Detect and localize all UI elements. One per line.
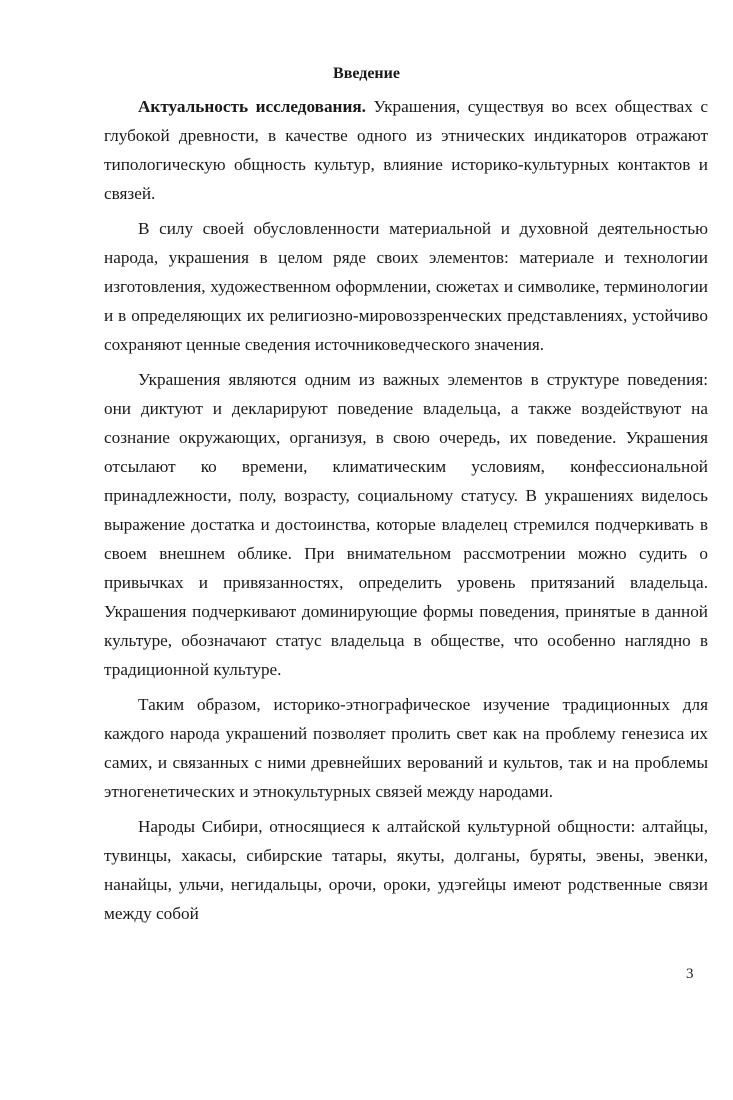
paragraph-text: Народы Сибири, относящиеся к алтайской культурной общности: алтайцы, тувинцы, хакасы, сибирские татары, якуты, долганы, буряты, эвены, эвенки, нанайцы, ульчи, негидальцы, орочи, ороки, удэгейцы имеют родственные связи между собой [104,817,708,923]
page-title: Введение [333,65,400,82]
paragraph-conditionality [104,214,708,359]
paragraph-text: Украшения, существуя во всех обществах с глубокой древности, в качестве одного из этнических индикаторов отражают типологическую общность культур, влияние историко-культурных контактов и связей. [104,97,709,203]
paragraph-text: Таким образом, историко-этнографическое изучение традиционных для каждого народа украшений позволяет пролить свет как на проблему генезиса их самих, и связанных с ними древнейших верований и культов, так и на проблемы этногенетических и этнокультурных связей между народами. [104,695,708,801]
paragraph-conclusion [104,690,708,806]
body-text [104,92,708,934]
page-number: 3 [686,966,694,982]
paragraph-lead: Актуальность исследования. [138,97,366,116]
paragraph-text: Украшения являются одним из важных элементов в структуре поведения: они диктуют и декларируют поведение владельца, а также воздействуют на сознание окружающих, организуя, в свою очередь, их поведение. Украшения отсылают ко времени, климатическим условиям, конфессиональной принадлежности, полу, возрасту, социальному статусу. В украшениях виделось выражение достатка и достоинства, которые владелец стремился подчеркивать в своем внешнем облике. При внимательном рассмотрении можно судить о привычках и привязанностях, определить уровень притязаний владельца. Украшения подчеркивают доминирующие формы поведения, принятые в данной культуре, обозначают статус владельца в обществе, что особенно наглядно в традиционной культуре. [104,370,708,679]
paragraph-text: В силу своей обусловленности материальной и духовной деятельностью народа, украшения в целом ряде своих элементов: материале и технологии изготовления, художественном оформлении, сюжетах и символике, терминологии и в определяющих их религиозно-мировоззренческих представлениях, устойчиво сохраняют ценные сведения источниковедческого значения. [104,219,708,354]
paragraph-relevance [104,92,708,208]
paragraph-peoples [104,812,708,928]
paragraph-behavior [104,365,708,684]
